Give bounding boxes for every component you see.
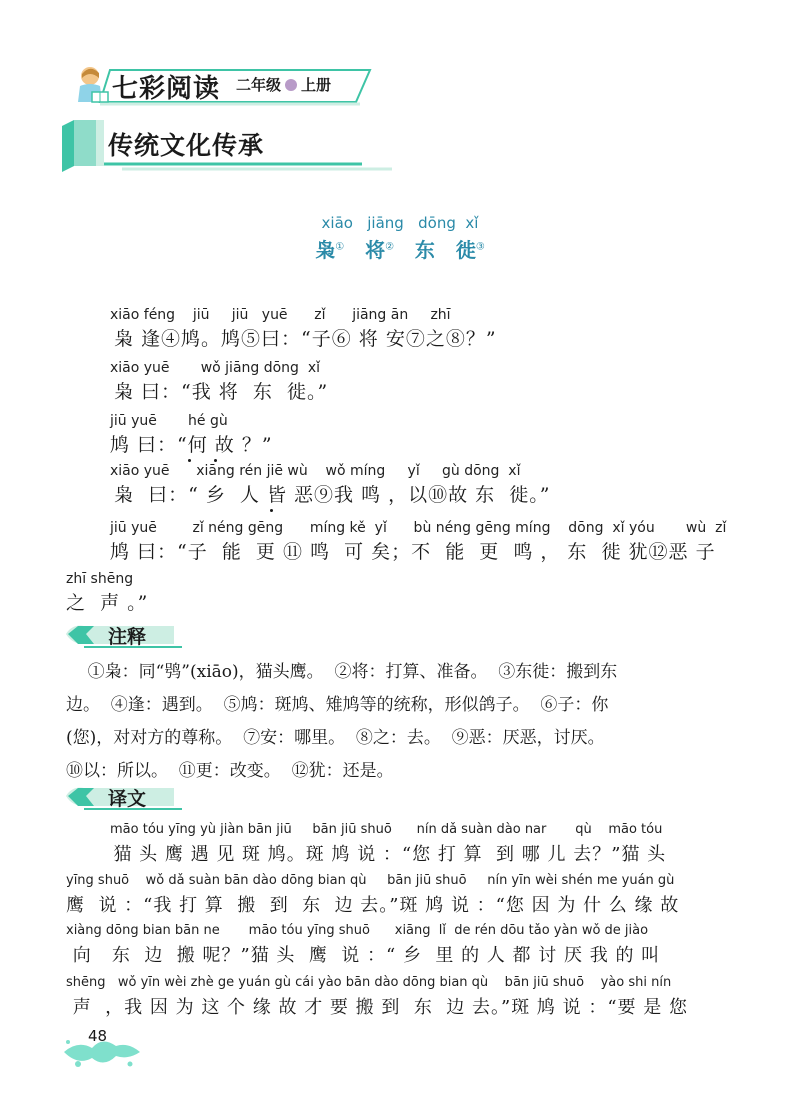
emphasis-dot xyxy=(270,509,273,512)
poem-pinyin-line: zhī shēng xyxy=(66,571,134,587)
note-line: 边。 ④逢：遇到。 ⑤鸠：斑鸠、雉鸠等的统称，形似鸽子。 ⑥子：你 xyxy=(66,695,609,715)
poem-title xyxy=(0,234,800,263)
poem-pinyin-line: xiāo féng jiū jiū yuē zǐ jiāng ān zhī xyxy=(110,307,451,323)
poem-title-char: 枭 xyxy=(315,238,336,262)
girl-reading-icon xyxy=(72,64,112,108)
poem-title-char: 徙 xyxy=(455,238,476,262)
poem-pinyin-line: xiāo yuē xiāng rén jiē wù wǒ míng yǐ gù dōng xǐ xyxy=(110,463,521,479)
poem-text-line: 枭 曰：“我 将 东 徙。” xyxy=(114,381,329,403)
poem-text-line: 鸠 曰：“何 故 ？” xyxy=(110,434,273,456)
grade-text: 二年级 xyxy=(236,76,282,94)
translation-pinyin-line: xiàng dōng bian bān ne māo tóu yīng shuō xiāng lǐ de rén dōu tǎo yàn wǒ de jiào xyxy=(66,923,649,938)
translation-pinyin-line: māo tóu yīng yù jiàn bān jiū bān jiū shuō nín dǎ suàn dào nar qù māo tóu xyxy=(110,822,663,837)
note-line: (您)，对对方的尊称。 ⑦安：哪里。 ⑧之：去。 ⑨恶：厌恶，讨厌。 xyxy=(66,728,605,748)
poem-title-char: 将 xyxy=(365,238,386,262)
poem-pinyin-line: jiū yuē hé gù xyxy=(110,413,228,429)
note-marker: ① xyxy=(335,241,345,253)
emphasis-dot xyxy=(188,459,191,462)
section-title: 传统文化传承 xyxy=(108,131,265,160)
note-line: ①枭：同“鸮”(xiāo)，猫头鹰。 ②将：打算、准备。 ③东徙：搬到东 xyxy=(66,662,618,682)
poem-pinyin-line: jiū yuē zǐ néng gēng míng kě yǐ bù néng gēng míng dōng xǐ yóu wù zǐ xyxy=(110,520,727,536)
translation-heading: 译文 xyxy=(108,788,147,810)
translation-pinyin-line: yīng shuō wǒ dǎ suàn bān dào dōng bian qù bān jiū shuō nín yīn wèi shén me yuán gù xyxy=(66,873,675,888)
translation-text-line: 声 ，我 因 为 这 个 缘 故 才 要 搬 到 东 边 去。”斑 鸠 说 ：“要 是 您 xyxy=(66,997,689,1018)
volume-text: 上册 xyxy=(301,76,332,94)
poem-text-line: 鸠 曰：“子 能 更 ⑪ 鸣 可 矣；不 能 更 鸣 ， 东 徙 犹⑫恶 子 xyxy=(110,541,716,563)
translation-text-line: 鹰 说 ：“我 打 算 搬 到 东 边 去。”斑 鸠 说 ：“您 因 为 什 么 缘 故 xyxy=(66,895,680,916)
separator-dot xyxy=(285,79,297,91)
poem-text-line: 枭 逢④鸠。鸠⑤曰：“子⑥ 将 安⑦之⑧？” xyxy=(114,328,497,350)
emphasis-dot xyxy=(214,459,217,462)
poem-title-pinyin: xiāo jiāng dōng xǐ xyxy=(321,214,479,232)
translation-text-line: 猫 头 鹰 遇 见 斑 鸠。斑 鸠 说 ：“您 打 算 到 哪 儿 去？”猫 头 xyxy=(100,844,667,865)
poem-pinyin-line: xiāo yuē wǒ jiāng dōng xǐ xyxy=(110,360,321,376)
note-marker: ③ xyxy=(475,241,485,253)
poem-text-line: 之 声 。” xyxy=(66,592,149,614)
translation-pinyin-line: shēng wǒ yīn wèi zhè ge yuán gù cái yào bān dào dōng bian qù bān jiū shuō yào shi nín xyxy=(66,975,672,990)
note-marker: ② xyxy=(385,241,395,253)
poem-title-char: 东 xyxy=(414,238,435,262)
page-number: 48 xyxy=(88,1027,108,1045)
notes-heading: 注释 xyxy=(108,626,147,648)
grade-label xyxy=(236,74,331,95)
note-line: ⑩以：所以。 ⑪更：改变。 ⑫犹：还是。 xyxy=(66,761,394,781)
translation-text-line: 向 东 边 搬 呢？”猫 头 鹰 说 ：“ 乡 里 的 人 都 讨 厌 我 的 叫 xyxy=(66,945,661,966)
series-title: 七彩阅读 xyxy=(112,74,221,104)
poem-text-line: 枭 曰：“ 乡 人 皆 恶⑨我 鸣 ，以⑩故 东 徙。” xyxy=(114,484,551,506)
